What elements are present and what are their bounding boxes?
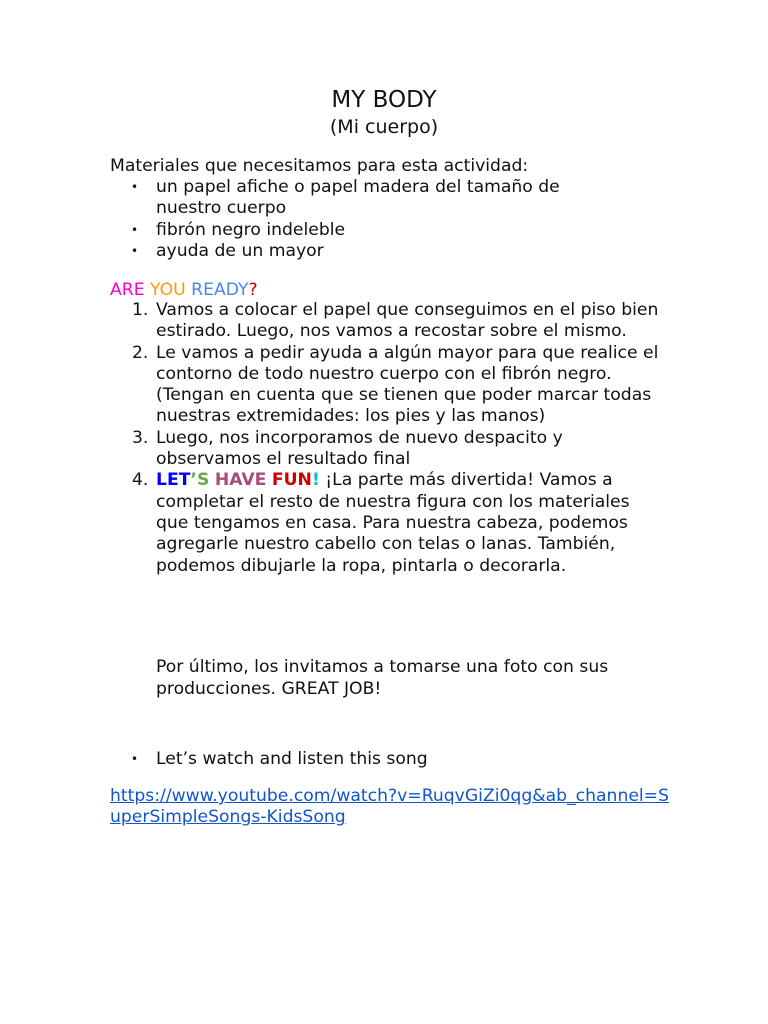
- ready-word-are: ARE: [110, 280, 145, 300]
- list-item: • fibrón negro indeleble: [156, 220, 626, 241]
- materials-list: [156, 177, 626, 262]
- step-text: Vamos a colocar el papel que conseguimos en el piso bien estirado. Luego, nos vamos a recostar sobre el mismo.: [156, 300, 659, 342]
- youtube-link[interactable]: https://www.youtube.com/watch?v=RuqvGiZi0qg&ab_channel=SuperSimpleSongs-KidsSong: [110, 786, 669, 828]
- step-item: [132, 342, 666, 428]
- fun-exclamation: !: [311, 470, 320, 491]
- list-item: • un papel afiche o papel madera del tamaño de nuestro cuerpo: [156, 177, 626, 220]
- list-item: • ayuda de un mayor: [156, 241, 626, 262]
- steps-list: [132, 300, 666, 577]
- song-text: this song: [349, 749, 428, 769]
- step-text: Le vamos a pedir ayuda a algún mayor para que realice el contorno de todo nuestro cuerpo con el fibrón negro. (Tengan en cuenta que se tienen que poder marcar todas nuestras extremidades: los pies y las manos): [156, 342, 659, 427]
- page-subtitle: (Mi cuerpo): [329, 116, 439, 138]
- ready-word-ready: READY: [191, 280, 249, 300]
- ready-question-mark: ?: [248, 280, 258, 300]
- lets-word: LET: [156, 470, 191, 491]
- ready-word-you: YOU: [150, 280, 186, 300]
- page-title: MY BODY: [331, 87, 437, 113]
- watch-text: Let’s watch: [156, 749, 255, 769]
- list-item: [156, 748, 656, 770]
- have-word: HAVE: [214, 470, 267, 491]
- step-text: Luego, nos incorporamos de nuevo despacito y observamos el resultado final: [156, 427, 563, 470]
- step-number: 4.: [132, 470, 149, 491]
- step-item: [132, 470, 666, 576]
- step-number: 1.: [132, 300, 149, 320]
- fun-word: FUN: [271, 470, 312, 491]
- closing-text: Por último, los invitamos a tomarse una foto con sus producciones.: [156, 657, 609, 699]
- listen-text: and listen: [259, 749, 345, 769]
- step-text: ¡La parte más divertida! Vamos a completar el resto de nuestra figura con los materiales que tengamos en casa. Para nuestra cabeza, podemos agregarle nuestro cabello con telas o lanas. También, podemos dibujarle la ropa, pintarla o decorarla.: [156, 470, 630, 576]
- closing-paragraph: [156, 656, 656, 700]
- materials-heading: Materiales que necesitamos para esta actividad:: [110, 156, 529, 176]
- step-item: [132, 300, 666, 343]
- step-number: 2.: [132, 342, 149, 363]
- are-you-ready-heading: [110, 279, 258, 301]
- step-number: 3.: [132, 427, 149, 448]
- step-item: [132, 427, 666, 471]
- watch-list: [156, 748, 656, 770]
- great-job-text: GREAT JOB!: [281, 679, 382, 699]
- apostrophe-s: ’S: [190, 470, 210, 491]
